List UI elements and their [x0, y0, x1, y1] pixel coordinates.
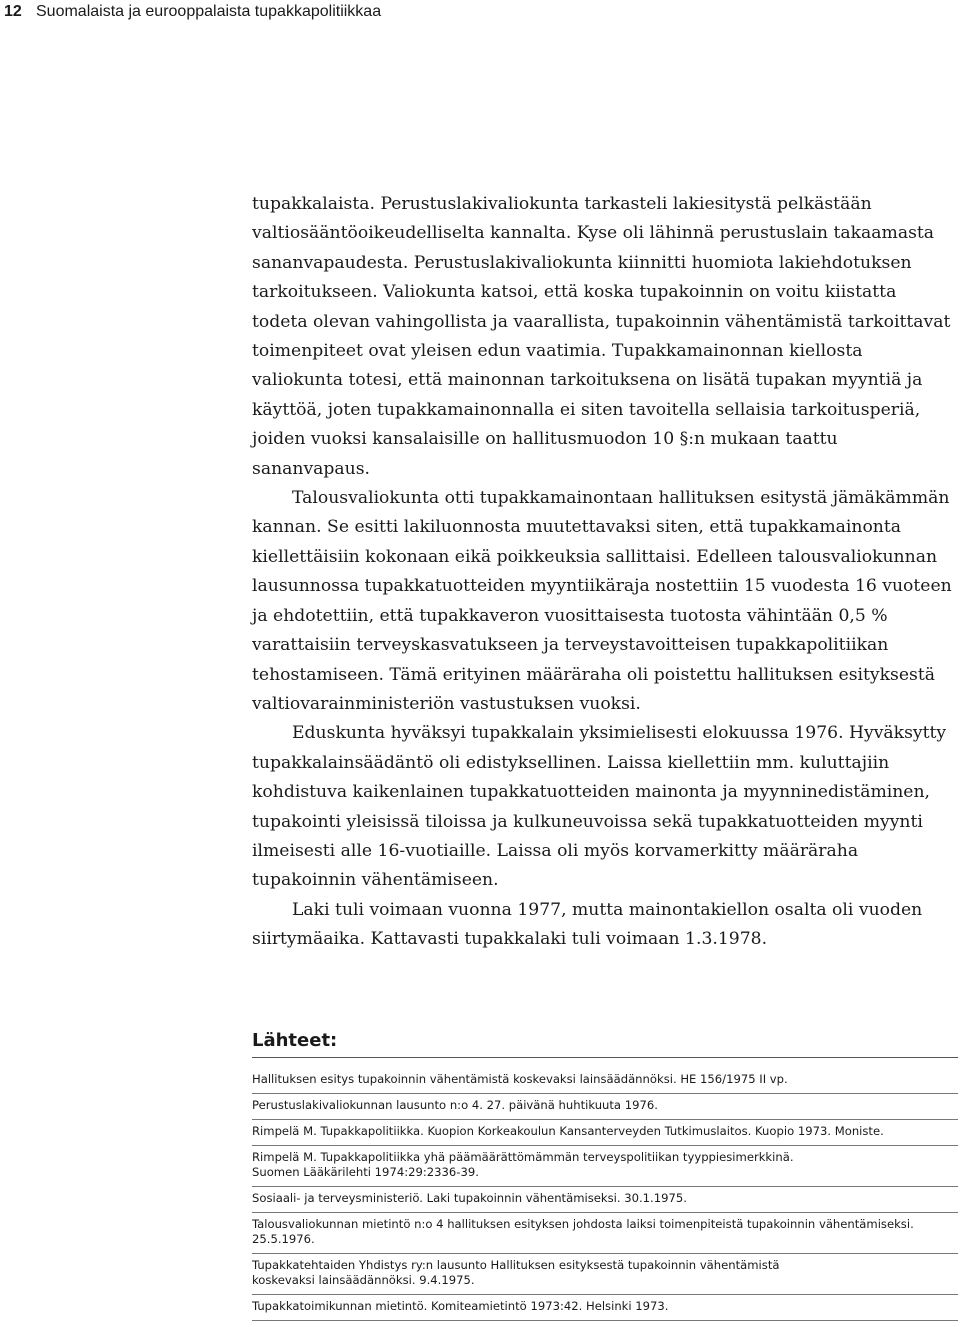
source-line: Rimpelä M. Tupakkapolitiikka yhä päämäärättömämmän terveyspolitiikan tyyppiesimerkkinä. [252, 1150, 794, 1164]
source-line: Suomen Lääkärilehti 1974:29:2336-39. [252, 1165, 479, 1179]
source-line: Perustuslakivaliokunnan lausunto n:o 4. 27. päivänä huhtikuuta 1976. [252, 1098, 658, 1112]
source-line: Talousvaliokunnan mietintö n:o 4 hallituksen esityksen johdosta laiksi toimenpiteistä tupakoinnin vähentämiseksi. [252, 1217, 914, 1231]
running-title: Suomalaista ja eurooppalaista tupakkapolitiikkaa [36, 3, 382, 20]
page-header [0, 0, 960, 24]
source-line: Hallituksen esitys tupakoinnin vähentämistä koskevaksi lainsäädännöksi. HE 156/1975 II vp. [252, 1072, 788, 1086]
source-line: Rimpelä M. Tupakkapolitiikka. Kuopion Korkeakoulun Kansanterveyden Tutkimuslaitos. Kuopio 1973. Moniste. [252, 1124, 884, 1138]
source-item [252, 1295, 958, 1321]
paragraph-1: tupakkalaista. Perustuslakivaliokunta tarkasteli lakiesitystä pelkästään valtiosääntöoikeudelliselta kannalta. Kyse oli lähinnä perustuslain takaamasta sananvapaudesta. Perustuslakivaliokunta kiinnitti huomiota lakiehdotuksen tarkoitukseen. Valiokunta katsoi, että koska tupakoinnin on voitu kiistatta todeta olevan vahingollista ja vaarallista, tupakoinnin vähentämistä tarkoittavat toimenpiteet ovat yleisen edun vaatimia. Tupakkamainonnan kiellosta valiokunta totesi, että mainonnan tarkoituksena on lisätä tupakan myyntiä ja käyttöä, joten tupakkamainonnalla ei siten tavoitella sellaisia tarkoitusperiä, joiden vuoksi kansalaisille on hallitusmuodon 10 §:n mukaan taattu sananvapaus. [252, 194, 951, 479]
source-item [252, 1146, 958, 1187]
source-item [252, 1068, 958, 1094]
source-item [252, 1094, 958, 1120]
source-item [252, 1254, 958, 1295]
source-item [252, 1213, 958, 1254]
paragraph-4: Laki tuli voimaan vuonna 1977, mutta mainontakiellon osalta oli vuoden siirtymäaika. Kattavasti tupakkalaki tuli voimaan 1.3.1978. [252, 899, 923, 950]
page-number: 12 [4, 3, 22, 20]
article-body [252, 190, 952, 955]
source-line: Sosiaali- ja terveysministeriö. Laki tupakoinnin vähentämiseksi. 30.1.1975. [252, 1191, 687, 1205]
source-item [252, 1120, 958, 1146]
paragraph-3: Eduskunta hyväksyi tupakkalain yksimielisesti elokuussa 1976. Hyväksytty tupakkalainsäädäntö oli edistyksellinen. Laissa kiellettiin mm. kuluttajiin kohdistuva kaikenlainen tupakkatuotteiden mainonta ja myynninedistäminen, tupakointi yleisissä tiloissa ja kulkuneuvoissa sekä tupakkatuotteiden myynti ilmeisesti alle 16-vuotiaille. Laissa oli myös korvamerkitty määräraha tupakoinnin vähentämiseen. [252, 723, 947, 891]
source-item [252, 1187, 958, 1213]
paragraph-2: Talousvaliokunta otti tupakkamainontaan hallituksen esitystä jämäkämmän kannan. Se esitti lakiluonnosta muutettavaksi siten, että tupakkamainonta kiellettäisiin kokonaan eikä poikkeuksia sallittaisi. Edelleen talousvaliokunnan lausunnossa tupakkatuotteiden myyntiikäraja nostettiin 15 vuodesta 16 vuoteen ja ehdotettiin, että tupakkaveron vuosittaisesta tuotosta vähintään 0,5 % varattaisiin terveyskasvatukseen ja terveystavoitteisen tupakkapolitiikan tehostamiseen. Tämä erityinen määräraha oli poistettu hallituksen esityksestä valtiovarainministeriön vastustuksen vuoksi. [252, 488, 952, 714]
source-line: 25.5.1976. [252, 1232, 315, 1246]
source-line: Tupakkatoimikunnan mietintö. Komiteamietintö 1973:42. Helsinki 1973. [252, 1299, 669, 1313]
source-line: koskevaksi lainsäädännöksi. 9.4.1975. [252, 1273, 475, 1287]
source-line: Tupakkatehtaiden Yhdistys ry:n lausunto Hallituksen esityksestä tupakoinnin vähentämistä [252, 1258, 780, 1272]
sources-section [252, 1030, 958, 1321]
sources-heading: Lähteet: [252, 1030, 958, 1058]
